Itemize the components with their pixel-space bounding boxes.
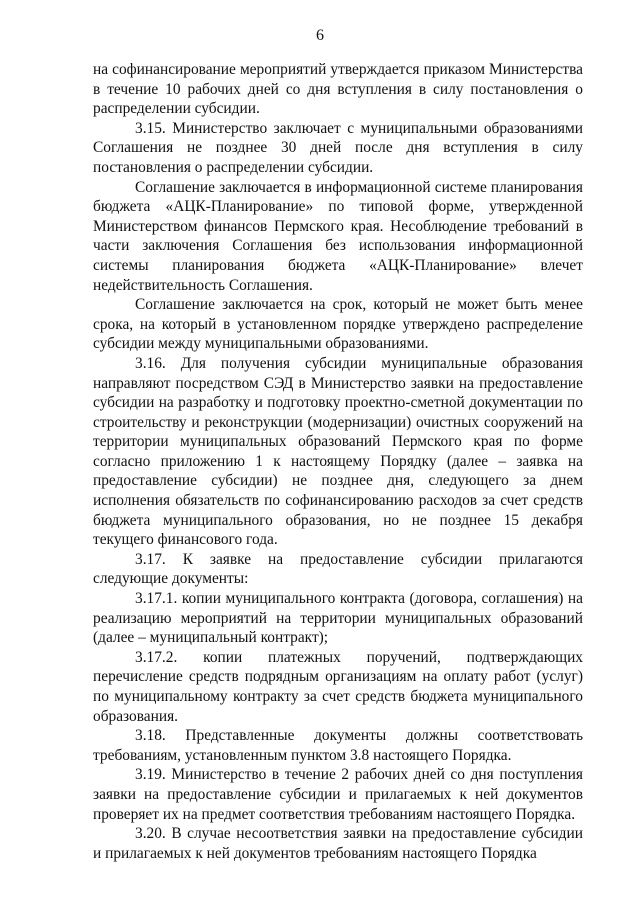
page-number: 6	[316, 27, 324, 44]
paragraph-3-19: 3.19. Министерство в течение 2 рабочих дней со дня поступления заявки на предоставление субсидии и прилагаемых к ней документов проверяет их на предмет соответствия требованиям настоящего Порядка.	[93, 766, 583, 823]
paragraph-3-15: 3.15. Министерство заключает с муниципальными образованиями Соглашения не позднее 30 дней после дня вступления в силу постановления о распределении субсидии.	[93, 119, 583, 176]
paragraph-continuation: на софинансирование мероприятий утверждается приказом Министерства в течение 10 рабочих дней со дня вступления в силу постановления о распределении субсидии.	[93, 61, 583, 118]
paragraph-3-18: 3.18. Представленные документы должны соответствовать требованиям, установленным пунктом 3.8 настоящего Порядка.	[93, 727, 583, 764]
paragraph-3-16: 3.16. Для получения субсидии муниципальные образования направляют посредством СЭД в Министерство заявки на предоставление субсидии на разработку и подготовку проектно-сметной документации по строительству и реконструкции (модернизации) очистных сооружений на территории муниципальных образований Пермского края по форме согласно приложению 1 к настоящему Порядку (далее – заявка на предоставление субсидии) не позднее дня, следующего за днем исполнения обязательств по софинансированию расходов за счет средств бюджета муниципального образования, но не позднее 15 декабря текущего финансового года.	[93, 354, 583, 549]
paragraph-3-20: 3.20. В случае несоответствия заявки на предоставление субсидии и прилагаемых к ней документов требованиям настоящего Порядка	[93, 825, 583, 862]
document-body	[93, 60, 583, 863]
paragraph-3-17: 3.17. К заявке на предоставление субсидии прилагаются следующие документы:	[93, 550, 583, 588]
paragraph-agreement-term: Соглашение заключается на срок, который не может быть менее срока, на который в установленном порядке утверждено распределение субсидии между муниципальными образованиями.	[93, 296, 583, 353]
paragraph-agreement-system: Соглашение заключается в информационной системе планирования бюджета «АЦК-Планирование» по типовой форме, утвержденной Министерством финансов Пермского края. Несоблюдение требований в части заключения Соглашения без использования информационной системы планирования бюджета «АЦК-Планирование» влечет недействительность Соглашения.	[93, 178, 583, 294]
paragraph-3-17-1: 3.17.1. копии муниципального контракта (договора, соглашения) на реализацию мероприятий на территории муниципальных образований (далее – муниципальный контракт);	[93, 590, 583, 647]
paragraph-3-17-2: 3.17.2. копии платежных поручений, подтверждающих перечисление средств подрядным организациям на оплату работ (услуг) по муниципальному контракту за счет средств бюджета муниципального образования.	[93, 648, 583, 725]
